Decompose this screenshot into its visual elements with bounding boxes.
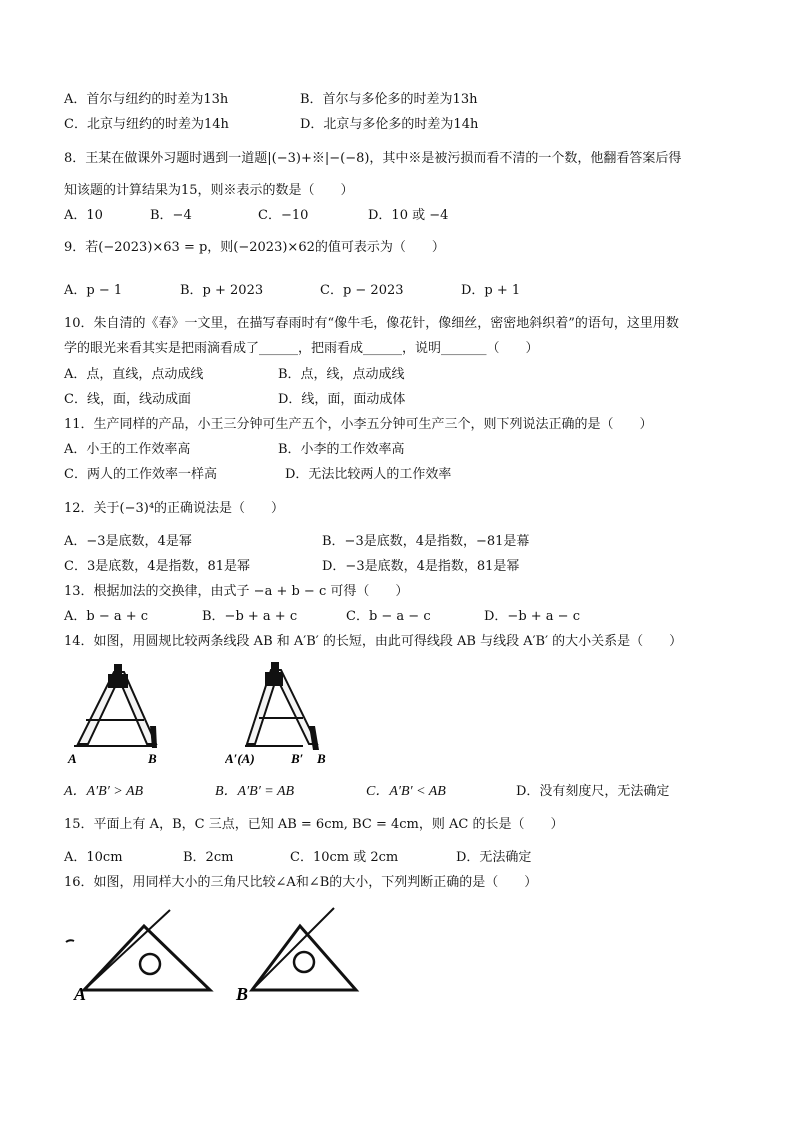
q10-option-a: A．点，直线，点动成线 — [64, 367, 204, 382]
q9-stem: 9．若(−2023)×63 = p，则(−2023)×62的值可表示为（ ） — [64, 240, 445, 255]
q8-option-c: C．−10 — [258, 208, 309, 223]
q9-option-a: A．p − 1 — [64, 283, 123, 298]
q12-option-d: D．−3是底数，4是指数，81是幂 — [322, 559, 520, 574]
q14-stem: 14．如图，用圆规比较两条线段 AB 和 A′B′ 的长短，由此可得线段 AB 与线段 A′B′ 的大小关系是（ ） — [64, 634, 683, 649]
q15-option-b: B．2cm — [183, 850, 234, 865]
q11-option-a: A．小王的工作效率高 — [64, 442, 191, 457]
q15-option-d: D．无法确定 — [456, 850, 532, 865]
q11-option-d: D．无法比较两人的工作效率 — [285, 467, 452, 482]
triangle-figure-angle-b — [228, 900, 368, 1010]
q14-option-b: B．A′B′ = AB — [215, 784, 295, 799]
q8-stem-line1: 8．王某在做课外习题时遇到一道题|(−3)+※|−(−8)，其中※是被污损而看不清的一个数，他翻看答案后得 — [64, 151, 682, 166]
q12-stem: 12．关于(−3)⁴的正确说法是（ ） — [64, 501, 285, 516]
q7-option-c: C．北京与纽约的时差为14h — [64, 117, 229, 132]
q12-option-c: C．3是底数，4是指数，81是幂 — [64, 559, 251, 574]
q15-option-a: A．10cm — [64, 850, 123, 865]
q14-option-a: A．A′B′ > AB — [64, 784, 144, 799]
q11-option-b: B．小李的工作效率高 — [278, 442, 405, 457]
q10-stem-line1: 10．朱自清的《春》一文里，在描写春雨时有“像牛毛，像花针，像细丝，密密地斜织着”的语句，这里用数 — [64, 316, 679, 331]
q7-option-a: A．首尔与纽约的时差为13h — [64, 92, 229, 107]
q11-option-c: C．两人的工作效率一样高 — [64, 467, 217, 482]
q8-option-a: A．10 — [64, 208, 103, 223]
fig1-label-a: A — [68, 751, 77, 766]
q10-option-c: C．线，面，线动成面 — [64, 392, 191, 407]
q8-option-b: B．−4 — [150, 208, 192, 223]
q16-stem: 16．如图，用同样大小的三角尺比较∠A和∠B的大小，下列判断正确的是（ ） — [64, 875, 538, 890]
fig2-label-bp: B′ — [291, 751, 304, 766]
q9-option-d: D．p + 1 — [461, 283, 521, 298]
q13-option-b: B．−b + a + c — [202, 609, 298, 624]
q15-stem: 15．平面上有 A，B，C 三点，已知 AB = 6cm, BC = 4cm，则 AC 的长是（ ） — [64, 817, 564, 832]
fig2-label-b: B — [317, 751, 326, 766]
q13-option-d: D．−b + a − c — [484, 609, 580, 624]
q8-option-d: D．10 或 −4 — [368, 208, 449, 223]
q15-option-c: C．10cm 或 2cm — [290, 850, 399, 865]
q14-option-d: D．没有刻度尺，无法确定 — [516, 784, 670, 799]
fig-label-a: A — [74, 984, 87, 1004]
q9-option-c: C．p − 2023 — [320, 283, 404, 298]
q14-option-c: C．A′B′ < AB — [366, 784, 446, 799]
fig2-label-ap-a: A′(A) — [225, 751, 255, 766]
q13-option-c: C．b − a − c — [346, 609, 431, 624]
q9-option-b: B．p + 2023 — [180, 283, 264, 298]
q13-stem: 13．根据加法的交换律，由式子 −a + b − c 可得（ ） — [64, 584, 409, 599]
q10-option-d: D．线，面，面动成体 — [278, 392, 406, 407]
q7-option-b: B．首尔与多伦多的时差为13h — [300, 92, 478, 107]
q12-option-b: B．−3是底数，4是指数，−81是幕 — [322, 534, 530, 549]
q12-option-a: A．−3是底数，4是幂 — [64, 534, 192, 549]
compass-figure-ab — [64, 660, 174, 770]
q13-option-a: A．b − a + c — [64, 609, 149, 624]
q8-stem-line2: 知该题的计算结果为15，则※表示的数是（ ） — [64, 183, 354, 198]
fig-label-b: B — [236, 984, 249, 1004]
fig1-label-b: B — [148, 751, 157, 766]
triangle-figure-angle-a — [62, 900, 222, 1010]
q7-option-d: D．北京与多伦多的时差为14h — [300, 117, 479, 132]
q11-stem: 11．生产同样的产品，小王三分钟可生产五个，小李五分钟可生产三个，则下列说法正确的是（ ） — [64, 417, 653, 432]
compass-figure-apbp — [225, 660, 345, 770]
q10-option-b: B．点，线，点动成线 — [278, 367, 405, 382]
q10-stem-line2: 学的眼光来看其实是把雨滴看成了______，把雨看成______，说明_______（ ） — [64, 341, 539, 356]
